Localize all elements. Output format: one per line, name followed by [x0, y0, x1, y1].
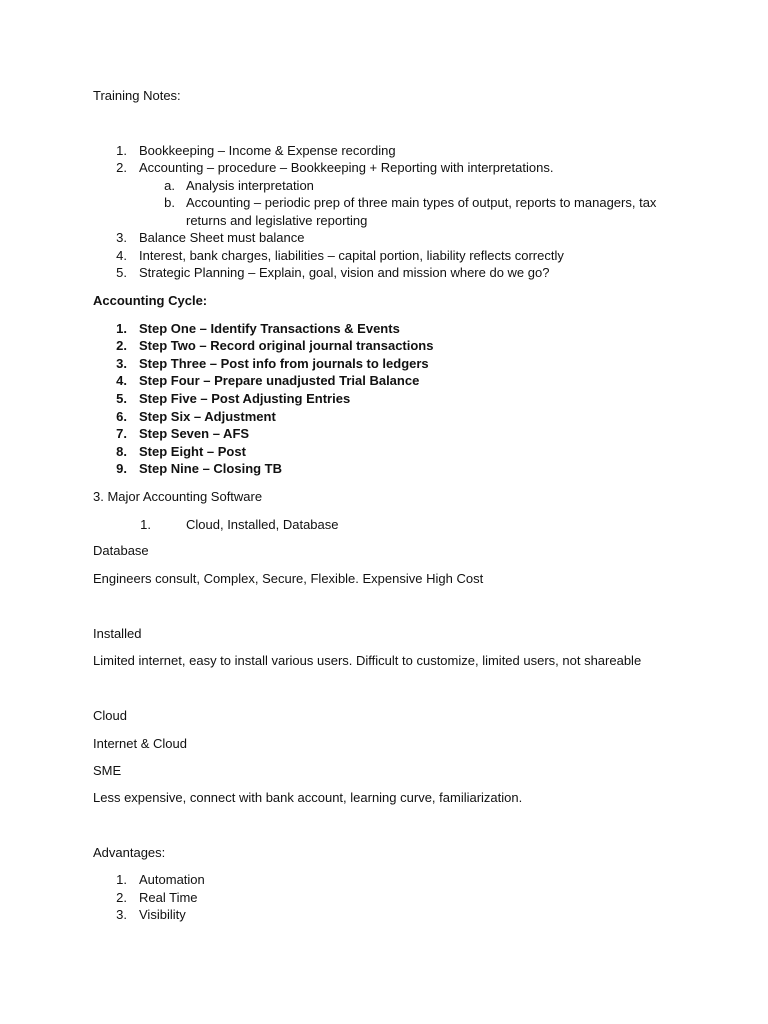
- list-number: 6.: [116, 409, 127, 424]
- advantage-item: Visibility: [139, 907, 186, 922]
- advantage-item: Automation: [139, 872, 205, 887]
- list-number: 1.: [116, 321, 127, 336]
- list-number: 5.: [116, 265, 127, 280]
- cycle-step: Step Two – Record original journal transactions: [139, 338, 434, 353]
- list-number: 7.: [116, 426, 127, 441]
- cycle-step: Step Nine – Closing TB: [139, 461, 283, 476]
- list-number: 4.: [116, 248, 127, 263]
- list-number: 2.: [116, 890, 127, 905]
- cycle-step: Step Eight – Post: [139, 444, 246, 459]
- section-heading-advantages: Advantages:: [93, 845, 166, 860]
- section-heading-software: 3. Major Accounting Software: [93, 489, 263, 504]
- list-number: 4.: [116, 373, 127, 388]
- list-number: 3.: [116, 907, 127, 922]
- heading-installed: Installed: [93, 626, 142, 641]
- list-number: 2.: [116, 338, 127, 353]
- sub-list-item: Analysis interpretation: [186, 178, 314, 193]
- list-item: Bookkeeping – Income & Expense recording: [139, 143, 396, 158]
- heading-database: Database: [93, 543, 149, 558]
- list-number: 9.: [116, 461, 127, 476]
- list-number: 1.: [116, 872, 127, 887]
- sub-list-letter: b.: [164, 195, 175, 210]
- database-description: Engineers consult, Complex, Secure, Flexible. Expensive High Cost: [93, 571, 484, 586]
- cycle-step: Step Five – Post Adjusting Entries: [139, 391, 351, 406]
- cycle-step: Step Seven – AFS: [139, 426, 250, 441]
- list-number: 3.: [116, 230, 127, 245]
- list-item: Balance Sheet must balance: [139, 230, 305, 245]
- cloud-line: SME: [93, 763, 122, 778]
- section-heading-accounting-cycle: Accounting Cycle:: [93, 293, 208, 308]
- cycle-step: Step Six – Adjustment: [139, 409, 276, 424]
- heading-cloud: Cloud: [93, 708, 127, 723]
- list-item: Interest, bank charges, liabilities – capital portion, liability reflects correctly: [139, 248, 564, 263]
- list-number: 3.: [116, 356, 127, 371]
- list-number: 1.: [140, 517, 151, 532]
- doc-title: Training Notes:: [93, 88, 181, 103]
- list-item: Accounting – procedure – Bookkeeping + Reporting with interpretations.: [139, 160, 554, 175]
- list-item: Strategic Planning – Explain, goal, vision and mission where do we go?: [139, 265, 550, 280]
- software-item: Cloud, Installed, Database: [186, 517, 339, 532]
- sub-list-item-continuation: returns and legislative reporting: [186, 213, 368, 228]
- cloud-description: Less expensive, connect with bank account, learning curve, familiarization.: [93, 790, 523, 805]
- advantage-item: Real Time: [139, 890, 198, 905]
- list-number: 5.: [116, 391, 127, 406]
- cycle-step: Step Three – Post info from journals to ledgers: [139, 356, 429, 371]
- cycle-step: Step Four – Prepare unadjusted Trial Balance: [139, 373, 420, 388]
- list-number: 1.: [116, 143, 127, 158]
- cycle-step: Step One – Identify Transactions & Events: [139, 321, 400, 336]
- sub-list-letter: a.: [164, 178, 175, 193]
- installed-description: Limited internet, easy to install various users. Difficult to customize, limited users, not shareable: [93, 653, 642, 668]
- sub-list-item: Accounting – periodic prep of three main types of output, reports to managers, tax: [186, 195, 657, 210]
- cloud-line: Internet & Cloud: [93, 736, 187, 751]
- list-number: 2.: [116, 160, 127, 175]
- list-number: 8.: [116, 444, 127, 459]
